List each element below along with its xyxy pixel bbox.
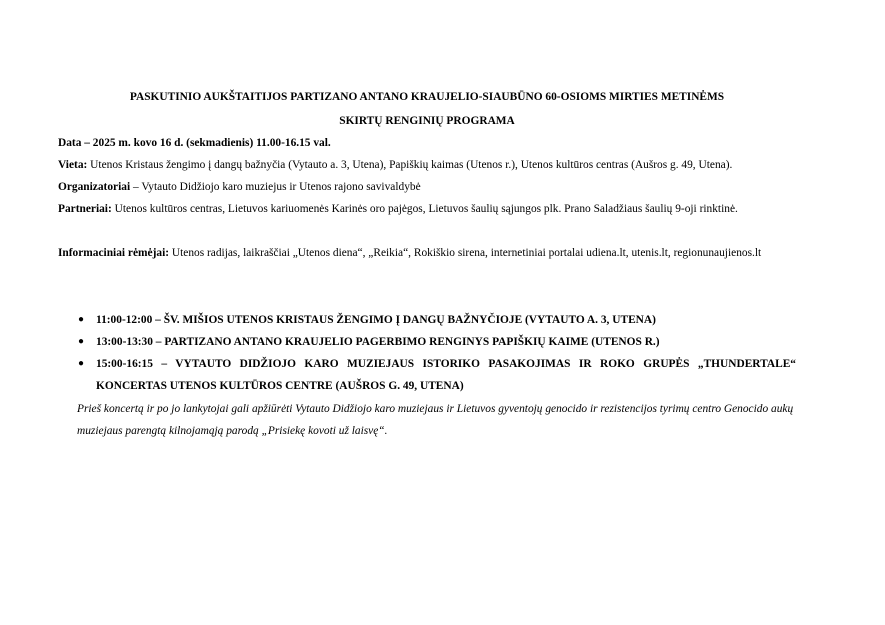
bullet-icon: ●	[78, 314, 85, 325]
schedule-item-text: 11:00-12:00 – ŠV. MIŠIOS UTENOS KRISTAUS ŽENGIMO Į DANGŲ BAŽNYČIOJE (VYTAUTO A. 3, UTENA)	[96, 314, 656, 326]
event-organizers-label: Organizatoriai	[58, 181, 131, 193]
document-title-line-1: PASKUTINIO AUKŠTAITIJOS PARTIZANO ANTANO KRAUJELIO-SIAUBŪNO 60-OSIOMS MIRTIES METINĖMS	[129, 91, 725, 103]
event-place-value: Utenos Kristaus žengimo į dangų bažnyčia (Vytauto a. 3, Utena), Papiškių kaimas (Utenos r.), Utenos kultūros centras (Aušros g. 49, Utena).	[90, 159, 733, 171]
program-schedule	[58, 309, 796, 397]
bullet-icon: ●	[78, 336, 85, 347]
event-date	[58, 133, 796, 155]
event-organizers	[58, 177, 796, 199]
bullet-icon: ●	[78, 358, 85, 369]
exhibition-note: Prieš koncertą ir po jo lankytojai gali apžiūrėti Vytauto Didžiojo karo muziejaus ir Lietuvos gyventojų genocido ir rezistencijos tyrimų centro Genocido aukų muziejaus parengtą kilnojamąją parodą „Prisiekę kovoti už laisvę“.	[77, 403, 794, 437]
schedule-item-text: 13:00-13:30 – PARTIZANO ANTANO KRAUJELIO PAGERBIMO RENGINYS PAPIŠKIŲ KAIME (UTENOS R.)	[96, 336, 660, 348]
schedule-item	[58, 331, 796, 353]
event-place-label: Vieta:	[58, 159, 88, 171]
event-media-value: Utenos radijas, laikraščiai „Utenos diena“, „Reikia“, Rokiškio sirena, internetiniai portalai udiena.lt, utenis.lt, regionunaujienos.lt	[171, 247, 762, 259]
event-partners-value: Utenos kultūros centras, Lietuvos kariuomenės Karinės oro pajėgos, Lietuvos šaulių sąjungos plk. Prano Saladžiaus šaulių 9-oji rinktinė.	[114, 203, 738, 215]
event-organizers-value: – Vytauto Didžiojo karo muziejus ir Utenos rajono savivaldybė	[130, 181, 421, 193]
event-date-text: Data – 2025 m. kovo 16 d. (sekmadienis) 11.00-16.15 val.	[58, 137, 331, 149]
event-media-sponsors	[58, 243, 796, 265]
schedule-item	[58, 309, 796, 331]
schedule-item	[58, 353, 796, 397]
event-media-label: Informaciniai rėmėjai:	[58, 247, 170, 259]
event-place	[58, 155, 796, 177]
event-partners	[58, 199, 796, 221]
schedule-item-text: 15:00-16:15 – VYTAUTO DIDŽIOJO KARO MUZIEJAUS ISTORIKO PASAKOJIMAS IR ROKO GRUPĖS „THUNDERTALE“ KONCERTAS UTENOS KULTŪROS CENTRE (AUŠROS G. 49, UTENA)	[96, 358, 796, 392]
event-partners-label: Partneriai:	[58, 203, 112, 215]
document-title-line-2: SKIRTŲ RENGINIŲ PROGRAMA	[339, 115, 515, 127]
